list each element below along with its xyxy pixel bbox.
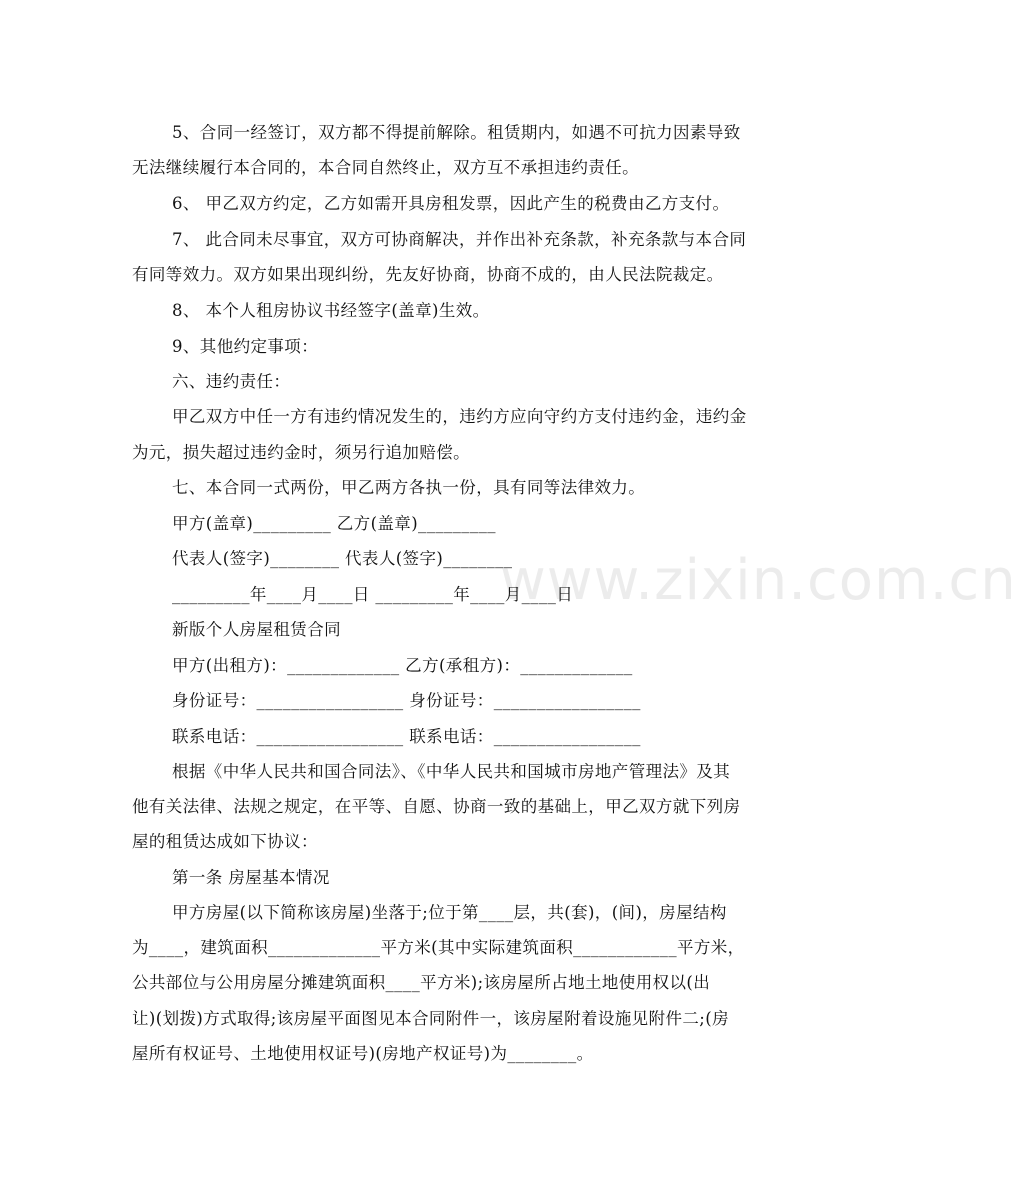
seal-line: 甲方(盖章)_________ 乙方(盖章)_________ — [172, 514, 496, 533]
breach-line-2: 为元，损失超过违约金时，须另行追加赔偿。 — [132, 443, 470, 462]
watermark: www.zixin.com.cn — [500, 548, 1017, 613]
clause-8: 8、 本个人租房协议书经签字(盖章)生效。 — [172, 301, 490, 320]
preamble-line-1: 根据《中华人民共和国合同法》、《中华人民共和国城市房地产管理法》及其 — [172, 762, 731, 781]
clause-6: 6、 甲乙双方约定，乙方如需开具房租发票，因此产生的税费由乙方支付。 — [172, 194, 730, 213]
property-line-1: 甲方房屋(以下简称该房屋)坐落于;位于第____层，共(套)，(间)，房屋结构 — [172, 903, 727, 922]
clause-7-line-1: 7、 此合同未尽事宜，双方可协商解决，并作出补充条款，补充条款与本合同 — [172, 230, 747, 249]
breach-line-1: 甲乙双方中任一方有违约情况发生的，违约方应向守约方支付违约金，违约金 — [172, 407, 747, 426]
representative-signature-line: 代表人(签字)________ 代表人(签字)________ — [172, 549, 513, 568]
article-1-heading: 第一条 房屋基本情况 — [172, 868, 330, 887]
property-line-2: 为____，建筑面积_____________平方米(其中实际建筑面积____________平方米， — [132, 938, 745, 957]
property-line-4: 让)(划拨)方式取得;该房屋平面图见本合同附件一，该房屋附着设施见附件二;(房 — [132, 1009, 729, 1028]
date-line: _________年____月____日 _________年____月____日 — [172, 585, 574, 604]
section-6-heading: 六、违约责任： — [172, 372, 291, 391]
clause-5-line-2: 无法继续履行本合同的，本合同自然终止，双方互不承担违约责任。 — [132, 158, 639, 177]
clause-7-line-2: 有同等效力。双方如果出现纠纷，先友好协商，协商不成的，由人民法院裁定。 — [132, 265, 724, 284]
id-number-line: 身份证号：_________________ 身份证号：_________________ — [172, 691, 641, 710]
parties-line: 甲方(出租方)：_____________ 乙方(承租方)：_____________ — [172, 656, 633, 675]
preamble-line-3: 屋的租赁达成如下协议： — [132, 832, 318, 851]
contract-title: 新版个人房屋租赁合同 — [172, 620, 341, 639]
clause-5-line-1: 5、合同一经签订，双方都不得提前解除。租赁期内，如遇不可抗力因素导致 — [172, 123, 741, 142]
section-7-copies: 七、本合同一式两份，甲乙两方各执一份，具有同等法律效力。 — [172, 478, 646, 497]
property-line-5: 屋所有权证号、土地使用权证号)(房地产权证号)为________。 — [132, 1044, 594, 1063]
preamble-line-2: 他有关法律、法规之规定，在平等、自愿、协商一致的基础上，甲乙双方就下列房 — [132, 797, 741, 816]
clause-9: 9、其他约定事项： — [172, 337, 319, 356]
phone-line: 联系电话：_________________ 联系电话：_________________ — [172, 727, 641, 746]
property-line-3: 公共部位与公用房屋分摊建筑面积____平方米);该房屋所占地土地使用权以(出 — [132, 973, 711, 992]
